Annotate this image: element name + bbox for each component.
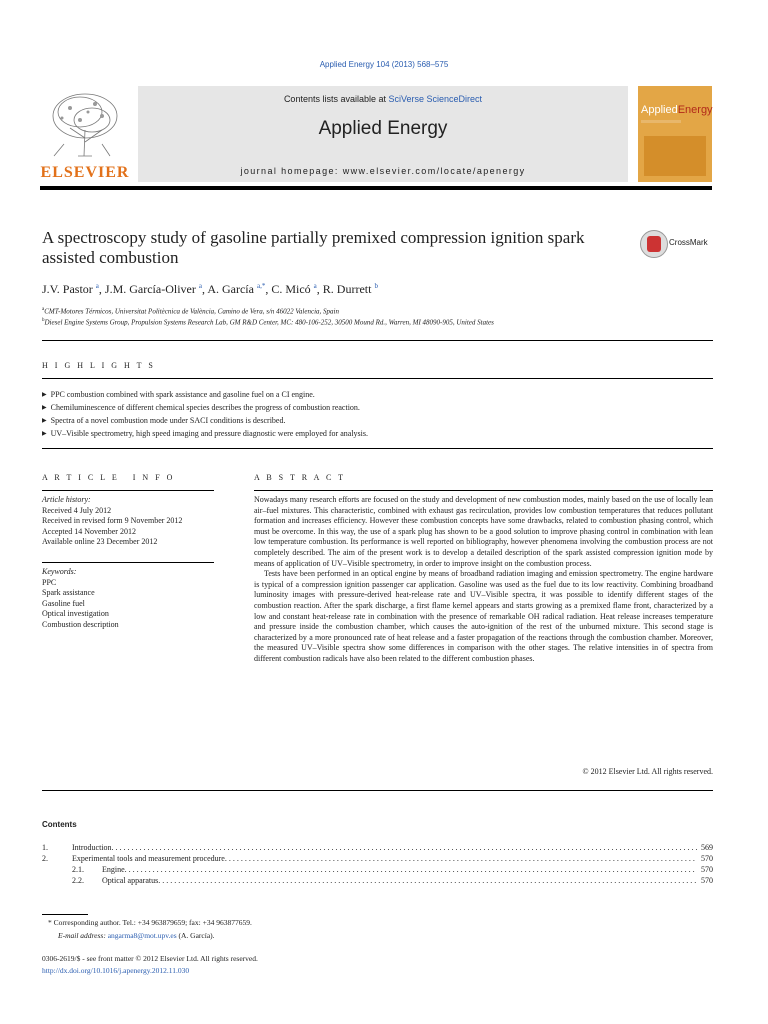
history-label: Article history:: [42, 495, 91, 504]
author-list: J.V. Pastor $^a$, J.M. García-Oliver $^a$, A. García $^{a,*}$, C. Micó $^a$, R. Durrett $^b$: [42, 282, 378, 296]
history-item: Accepted 14 November 2012: [42, 526, 136, 536]
cover-title-a: Applied: [641, 104, 678, 116]
divider: [42, 562, 214, 563]
elsevier-tree-icon: [40, 86, 130, 164]
divider: [42, 340, 713, 341]
author-name: J.M. García-Oliver: [104, 282, 196, 296]
highlight-item: ▶ Spectra of a novel combustion mode under SACI conditions is described.: [42, 415, 692, 428]
toc-entry[interactable]: [42, 842, 713, 853]
toc-page: 569: [701, 843, 713, 852]
abstract-paragraph: Nowadays many research efforts are focused on the study and development of new combustion modes, mainly based on the use of locally lean air–fuel mixtures. This characteristic, combined with exhaust gas recirculation, provides low combustion temperatures that reduces pollutant formation and increases efficiency. However these combustion concepts have some drawbacks, related to combustion phasing control, which must be overcome. In this way, the use of a spark plug has shown to be a good solution to improve phasing control in combination with lean low temperature combustion. Its performance is well reported on bibliography, however phenomena involving the combustion process are not completely described. The aim of the present work is to develop a detailed description of the spark assisted compression ignition mode by means of application of UV–Visible spectrometry, in order to improve insight on the combustion process.: [254, 495, 713, 568]
toc-page: 570: [701, 865, 713, 874]
journal-masthead: [138, 86, 628, 182]
toc-entry[interactable]: [42, 853, 713, 864]
toc-label: Introduction: [72, 843, 112, 852]
author-name: C. Micó: [271, 282, 311, 296]
cover-stripe: [641, 120, 681, 123]
cover-title: [641, 104, 713, 116]
divider: [254, 490, 713, 491]
divider: [42, 378, 713, 379]
toc-page: 570: [701, 854, 713, 863]
toc-entry[interactable]: [42, 864, 713, 875]
journal-homepage[interactable]: journal homepage: www.elsevier.com/locate/apenergy: [240, 166, 526, 176]
toc-leader: [158, 875, 697, 886]
highlights-list: [42, 389, 692, 441]
toc-number: 2.1.: [72, 865, 84, 874]
article-history: [42, 495, 182, 548]
affiliation-b: [42, 318, 494, 326]
header-rule: [40, 186, 712, 190]
doi-link[interactable]: http://dx.doi.org/10.1016/j.apenergy.2012.11.030: [42, 966, 190, 975]
affiliation-text: CMT-Motores Térmicos, Universitat Politècnica de València, Camino de Vera, s/n 46022 Valencia, Spain: [44, 307, 339, 316]
toc-label: Engine: [102, 865, 125, 874]
crossmark-badge[interactable]: [640, 230, 720, 260]
contents-heading: Contents: [42, 820, 77, 829]
contents-available-line: [138, 94, 628, 104]
email-label: E-mail address:: [58, 931, 108, 940]
toc-leader: [225, 853, 697, 864]
abstract-body: [254, 495, 713, 665]
copyright-notice: © 2012 Elsevier Ltd. All rights reserved.: [582, 767, 713, 776]
highlight-item: ▶ UV–Visible spectrometry, high speed imaging and pressure diagnostic were employed for analysis.: [42, 428, 692, 441]
toc-entry[interactable]: [42, 875, 713, 886]
highlight-item: ▶ Chemiluminescence of different chemical species describes the progress of combustion reaction.: [42, 402, 692, 415]
journal-title: Applied Energy: [318, 118, 448, 139]
author-name: A. García: [207, 282, 254, 296]
email-link[interactable]: angarma8@mot.upv.es: [107, 931, 177, 940]
sciencedirect-link[interactable]: SciVerse ScienceDirect: [388, 94, 483, 104]
author-affil-link[interactable]: b: [374, 282, 378, 290]
divider: [42, 490, 214, 491]
keyword: Spark assistance: [42, 588, 95, 598]
author-affil-link[interactable]: a: [95, 282, 99, 290]
toc-number: 2.: [42, 854, 48, 863]
toc-leader: [112, 842, 697, 853]
table-of-contents: [42, 842, 713, 886]
email-suffix: (A. García).: [176, 931, 215, 940]
crossmark-label: CrossMark: [669, 238, 708, 247]
contents-prefix: Contents lists available at: [283, 94, 389, 104]
toc-label: Experimental tools and measurement procedure: [72, 854, 225, 863]
email-note: [58, 931, 215, 940]
keywords-label: Keywords:: [42, 567, 77, 576]
keyword: Gasoline fuel: [42, 598, 85, 608]
article-info-heading: A R T I C L E I N F O: [42, 473, 175, 482]
elsevier-wordmark: ELSEVIER: [40, 164, 130, 181]
keyword: PPC: [42, 577, 57, 587]
author-affil-link[interactable]: a: [313, 282, 317, 290]
cover-title-b: Energy: [677, 104, 713, 116]
divider: [42, 790, 713, 791]
abstract-heading: A B S T R A C T: [254, 473, 346, 482]
toc-number: 1.: [42, 843, 48, 852]
divider: [42, 448, 713, 449]
affiliation-text: Diesel Engine Systems Group, Propulsion Systems Research Lab, GM R&D Center, MC: 480-106-252, 30500 Mound Rd., Warren, MI 48090-905, United States: [44, 318, 494, 327]
journal-citation[interactable]: Applied Energy 104 (2013) 568–575: [319, 60, 449, 69]
history-item: Received 4 July 2012: [42, 505, 112, 515]
cover-image: [644, 136, 706, 176]
keyword: Combustion description: [42, 619, 119, 629]
keywords-block: [42, 567, 119, 631]
author-name: R. Durrett: [322, 282, 372, 296]
issn-line: 0306-2619/$ - see front matter © 2012 Elsevier Ltd. All rights reserved.: [42, 954, 258, 963]
author-name: J.V. Pastor: [42, 282, 93, 296]
toc-number: 2.2.: [72, 876, 84, 885]
keyword: Optical investigation: [42, 609, 109, 619]
journal-cover-thumbnail: [638, 86, 712, 182]
toc-leader: [125, 864, 697, 875]
history-item: Received in revised form 9 November 2012: [42, 516, 183, 526]
toc-label: Optical apparatus: [102, 876, 159, 885]
highlight-item: ▶ PPC combustion combined with spark assistance and gasoline fuel on a CI engine.: [42, 389, 692, 402]
affiliation-a: [42, 307, 339, 315]
corresponding-author-note: * Corresponding author. Tel.: +34 963879659; fax: +34 963877659.: [48, 918, 252, 927]
elsevier-logo: [40, 86, 130, 182]
affiliation-sup: b: [42, 318, 45, 323]
footnote-rule: [42, 914, 88, 915]
toc-page: 570: [701, 876, 713, 885]
author-affil-link[interactable]: a,*: [256, 282, 266, 290]
article-title: A spectroscopy study of gasoline partially premixed compression ignition spark assisted combustion: [42, 228, 585, 267]
affiliation-sup: a: [42, 307, 45, 312]
highlights-heading: H I G H L I G H T S: [42, 361, 156, 370]
abstract-paragraph: Tests have been performed in an optical engine by means of broadband radiation imaging and emission spectrometry. The engine hardware is typical of a compression ignition passenger car application. Gasoline was used as the fuel due to its low reactivity. Combining broadband luminosity images with pressure-derived heat-release rate and UV–Visible spectra, it was possible to identify different stages of the combustion reaction. After the spark discharge, a first flame kernel appears and starts growing as a premixed flame front, characterized by a low and constant heat-release rate in combination with the presence of remarkable OH radical radiation. Heat release increases temperature and pressure inside the combustion chamber, which causes the auto-ignition of the rest of the unburned mixture. This second stage is characterized by a more pronounced rate of heat release and a faster propagation of the reactions through the combustion chamber. Moreover, the measured UV–Visible spectra show some differences in comparison with the other stages. The relative intensities in of spectra from different combustion radicals have also been related to the different combustion phases.: [254, 569, 713, 663]
history-item: Available online 23 December 2012: [42, 537, 158, 547]
crossmark-icon: [640, 230, 668, 258]
author-affil-link[interactable]: a: [198, 282, 202, 290]
